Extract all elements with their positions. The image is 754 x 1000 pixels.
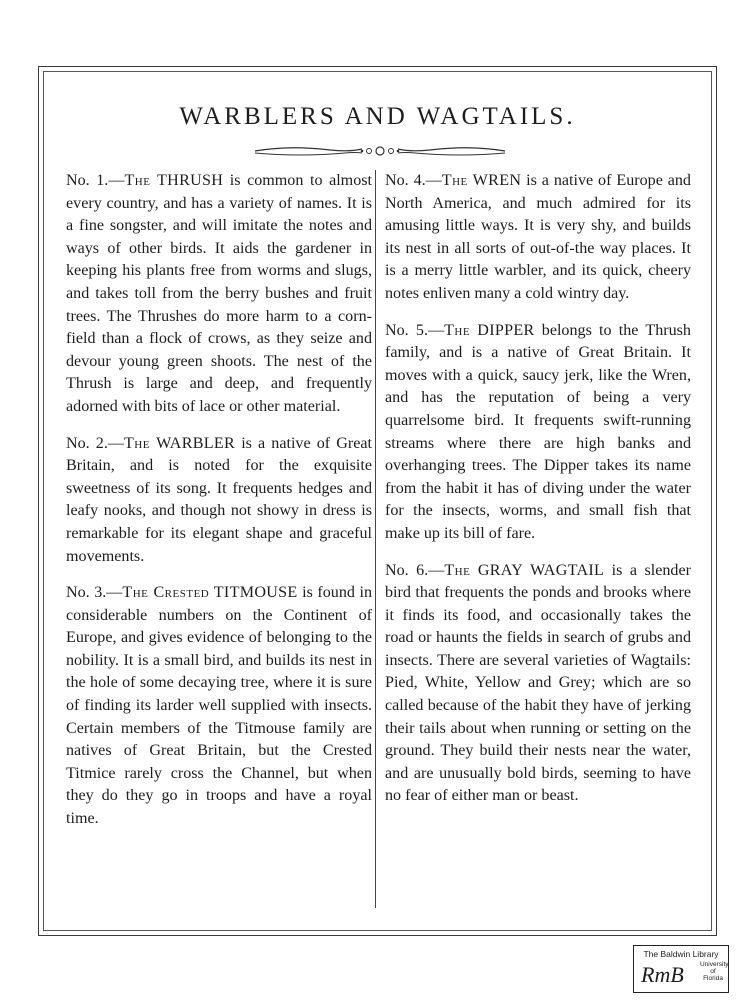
bird-name: THRUSH (157, 172, 224, 189)
entry-4 (385, 170, 691, 306)
entry-text: is a native of Europe and North America, and much admired for its amusing little ways. It is very shy, and builds its nest in all sorts of out-of-the way places. It is a merry little warbler, and its quick, cheery notes enliven many a cold wintry day. (385, 172, 691, 302)
entry-article: The Crested (122, 584, 210, 602)
entry-6 (385, 560, 691, 809)
stamp-library-name: The Baldwin Library (643, 949, 719, 959)
entry-text: is a slender bird that frequents the ponds and brooks where it finds its food, and occasionally takes the road or haunts the fields in search of grubs and insects. There are several varieties of Wagtails: Pied, White, Yellow and Grey; which are so called because of the habit they have of jerking their tails about when running or setting on the ground. They build their nests near the water, and are unusually bold birds, seeming to have no fear of either man or beast. (385, 561, 691, 805)
entry-number: No. 2.— (66, 434, 124, 452)
bird-name: TITMOUSE (213, 584, 298, 602)
left-column (66, 170, 372, 845)
entry-text: belongs to the Thrush family, and is a native of Great Britain. It moves with a quick, saucy jerk, like the Wren, and has the reputation of being a very quarrelsome bird. It frequents swift-running streams where there are high banks and overhanging trees. The Dipper takes its name from the habit it has of diving under the water for the insects, worms, and small fish that make up its bill of fare. (385, 321, 691, 542)
entry-text: is common to almost every country, and has a variety of names. It is a fine songster, and will imitate the notes and ways of other birds. It aids the gardener in keeping his plants free from worms and slugs, and takes toll from the berry bushes and fruit trees. The Thrushes do more harm to a corn-field than a flock of crows, as they seize and devour young green shoots. The nest of the Thrush is large and deep, and frequently adorned with bits of lace or other material. (66, 172, 372, 415)
bird-name: DIPPER (477, 321, 535, 339)
entry-number: No. 4.— (385, 172, 442, 189)
entry-article: The (444, 561, 471, 579)
entry-text: is found in considerable numbers on the Continent of Europe, and gives evidence of belonging to the nobility. It is a small bird, and builds its nest in the hole of some decaying tree, where it is sure of finding its larder well supplied with insects. Certain members of the Titmouse family are natives of Great Britain, but the Crested Titmice rarely cross the Channel, but when they do they go in troops and have a royal time. (66, 584, 372, 828)
page-title: WARBLERS AND WAGTAILS. (179, 103, 576, 130)
stamp-university: University of Florida (700, 961, 729, 982)
decorative-flourish-icon (250, 142, 510, 160)
entry-number: No. 5.— (385, 321, 445, 339)
entry-number: No. 3.— (66, 584, 123, 602)
stamp-logo: RmB (641, 962, 684, 987)
bird-name: WARBLER (156, 434, 236, 452)
entry-article: The (441, 172, 468, 189)
entry-number: No. 6.— (385, 561, 445, 579)
entry-text: is a native of Great Britain, and is noted for the exquisite sweetness of its song. It frequents hedges and leafy nooks, and though not showy in dress is remarkable for its elegant shape and graceful movements. (66, 434, 372, 565)
bird-name: GRAY WAGTAIL (477, 561, 605, 579)
column-divider (375, 170, 376, 908)
entry-number: No. 1.— (66, 172, 125, 189)
entry-1 (66, 170, 372, 419)
right-column (385, 170, 691, 822)
bird-name: WREN (472, 172, 522, 189)
entry-3 (66, 582, 372, 831)
entry-article: The (123, 434, 150, 452)
entry-article: The (124, 172, 151, 189)
entry-5 (385, 320, 691, 546)
library-stamp (633, 945, 729, 993)
entry-2 (66, 433, 372, 569)
entry-article: The (444, 321, 471, 339)
